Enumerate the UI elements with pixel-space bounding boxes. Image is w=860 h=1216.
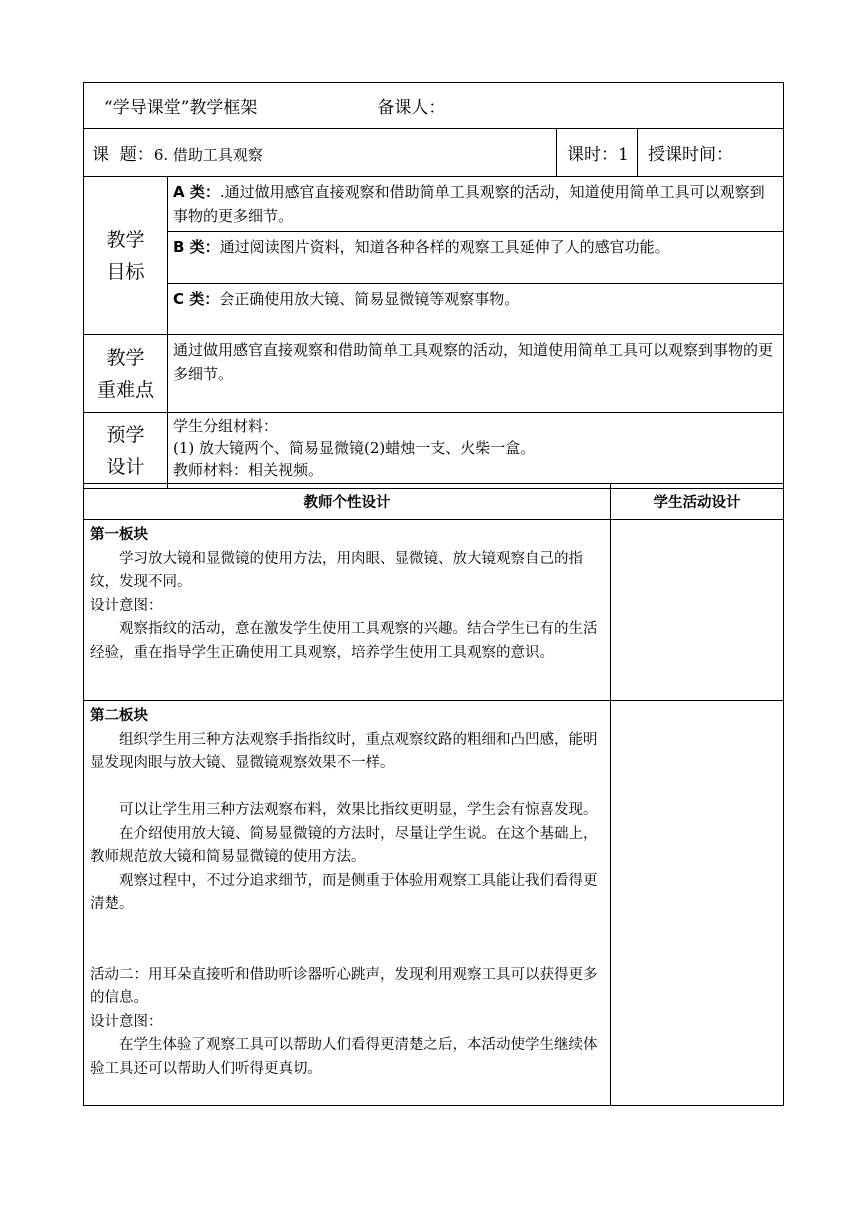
preparer-label: 备课人： (377, 98, 446, 118)
prep-label (84, 413, 168, 489)
prep-line1: 学生分组材料： (173, 417, 279, 435)
goal-a (168, 177, 784, 232)
block1-student-cell (611, 520, 784, 701)
block2-student-cell (611, 701, 784, 1106)
prep-line2: (1) 放大镜两个、简易显微镜(2)蜡烛一支、火柴一盒。 (173, 439, 536, 457)
key-points-label-line1: 教学 (106, 346, 145, 369)
block2-p5: 活动二：用耳朵直接听和借助听诊器听心跳声，发现利用观察工具可以获得更多的信息。 (90, 966, 598, 1006)
framework-title: “学导课堂”教学框架 (104, 98, 258, 118)
teaching-time-label: 授课时间： (648, 145, 733, 165)
design-table (83, 483, 784, 1106)
period-cell (557, 129, 638, 177)
block1-intent-label: 设计意图： (90, 597, 163, 614)
teaching-time-cell (638, 129, 784, 177)
block1-p1: 学习放大镜和显微镜的使用方法，用肉眼、显微镜、放大镜观察自己的指纹，发现不同。 (90, 550, 583, 590)
prep-label-line1: 预学 (106, 423, 145, 446)
key-points-label (84, 335, 168, 413)
key-points-text: 通过做用感官直接观察和借助简单工具观察的活动，知道使用简单工具可以观察到事物的更多细节。 (168, 335, 784, 413)
block2-p3: 在介绍使用放大镜、简易显微镜的方法时，尽量让学生说。在这个基础上，教师规范放大镜和简易显微镜的使用方法。 (90, 825, 598, 865)
framework-title-row (84, 83, 784, 129)
prep-text (168, 413, 784, 489)
goal-a-label: A 类： (173, 183, 220, 201)
goal-c-text: 会正确使用放大镜、简易显微镜等观察事物。 (219, 290, 520, 308)
block2-p6: 在学生体验了观察工具可以帮助人们看得更清楚之后，本活动使学生继续体验工具还可以帮助人们听得更真切。 (90, 1037, 598, 1077)
goal-c-label: C 类： (173, 290, 220, 308)
block2-title: 第二板块 (90, 708, 148, 724)
goals-label-line1: 教学 (106, 228, 145, 251)
goals-label (84, 177, 168, 335)
block2-p1: 组织学生用三种方法观察手指指纹时，重点观察纹路的粗细和凸凹感，能明显发现肉眼与放大镜、显微镜观察效果不一样。 (90, 731, 598, 771)
goal-b-text: 通过阅读图片资料，知道各种各样的观察工具延伸了人的感官功能。 (219, 238, 670, 256)
goals-label-line2: 目标 (106, 260, 145, 283)
goal-b (168, 232, 784, 284)
key-points-label-line2: 重难点 (96, 378, 154, 401)
goal-c (168, 284, 784, 335)
goal-a-text: .通过做用感官直接观察和借助简单工具观察的活动，知道使用简单工具可以观察到事物的更多细节。 (173, 183, 765, 225)
topic-value: 6. 借助工具观察 (153, 146, 263, 164)
topic-label: 课 题： (92, 145, 154, 165)
block2-cell (84, 701, 611, 1106)
student-activity-header: 学生活动设计 (611, 484, 784, 520)
block2-p2: 可以让学生用三种方法观察布料，效果比指纹更明显，学生会有惊喜发现。 (119, 802, 598, 818)
block2-p4: 观察过程中，不过分追求细节，而是侧重于体验用观察工具能让我们看得更清楚。 (90, 872, 598, 912)
block1-cell (84, 520, 611, 701)
period-label: 课时： (567, 145, 618, 165)
block1-title: 第一板块 (90, 527, 148, 543)
prep-label-line2: 设计 (106, 455, 145, 478)
period-value: 1 (618, 145, 629, 165)
goal-b-label: B 类： (173, 238, 220, 256)
prep-line3: 教师材料：相关视频。 (173, 461, 324, 479)
lesson-header-table (83, 82, 784, 489)
teacher-design-header: 教师个性设计 (84, 484, 611, 520)
block2-intent-label: 设计意图： (90, 1013, 163, 1030)
topic-cell (84, 129, 557, 177)
block1-p2: 观察指纹的活动，意在激发学生使用工具观察的兴趣。结合学生已有的生活经验，重在指导学生正确使用工具观察，培养学生使用工具观察的意识。 (90, 621, 598, 661)
